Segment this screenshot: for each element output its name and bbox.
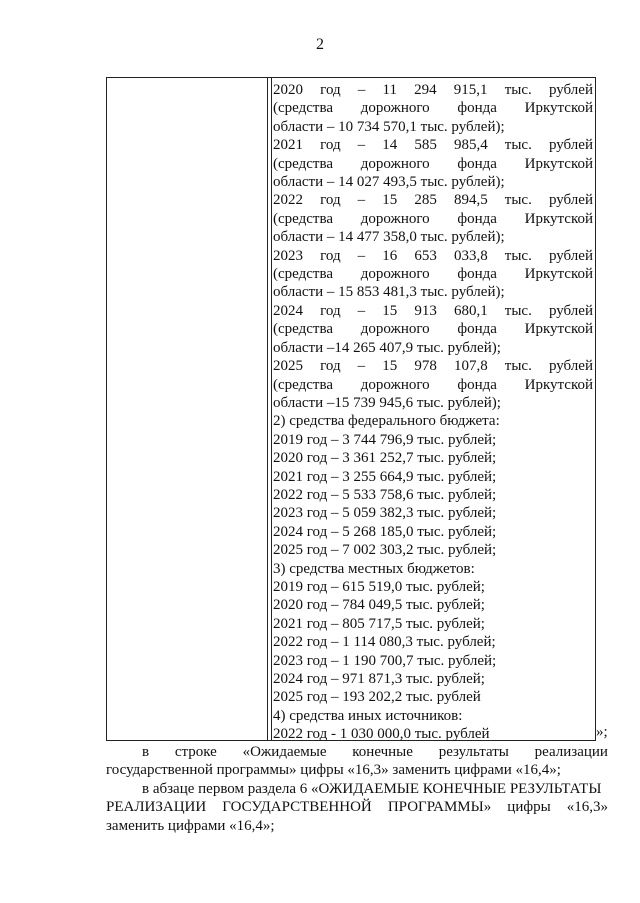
cell-word: рублей (548, 247, 593, 264)
cell-word: – (357, 82, 366, 98)
cell-line: области – 14 477 358,0 тыс. рублей); (273, 229, 505, 246)
cell-word: (средства (273, 266, 333, 283)
paragraph-word: «16,3» (566, 799, 608, 816)
paragraph-expected-results-row (106, 743, 608, 780)
cell-word: рублей (548, 302, 593, 319)
cell-line (273, 376, 593, 394)
cell-line: области – 10 734 570,1 тыс. рублей); (273, 118, 505, 135)
cell-word: фонда (457, 321, 497, 338)
cell-word: тыс. (504, 137, 532, 154)
cell-word: Иркутской (524, 210, 593, 227)
column-divider-inner (271, 78, 272, 740)
cell-line (273, 302, 593, 320)
cell-line: 2024 год – 971 871,3 тыс. рублей; (273, 671, 485, 687)
cell-word: фонда (457, 376, 497, 393)
cell-word: 585 (414, 137, 437, 154)
cell-word: Иркутской (524, 100, 593, 117)
cell-word: 033,8 (453, 247, 488, 264)
cell-word: 894,5 (453, 192, 488, 209)
cell-line: 3) средства местных бюджетов: (273, 560, 475, 577)
cell-line: 2) средства федерального бюджета: (273, 413, 500, 430)
cell-word: 913 (414, 302, 437, 319)
cell-word: 2025 (273, 358, 303, 375)
cell-line: 4) средства иных источников: (273, 707, 463, 724)
cell-line: области –14 265 407,9 тыс. рублей); (273, 339, 501, 356)
cell-line: 2022 год - 1 030 000,0 тыс. рублей (273, 726, 490, 743)
cell-word: 11 (382, 82, 397, 98)
cell-word: 985,4 (453, 137, 488, 154)
paragraph-line (106, 743, 608, 761)
cell-line: 2019 год – 3 744 796,9 тыс. рублей; (273, 431, 497, 448)
paragraph-word: строке (174, 744, 217, 760)
cell-word: 978 (414, 358, 437, 375)
cell-word: тыс. (504, 247, 532, 264)
cell-line (273, 247, 593, 265)
cell-line: 2022 год – 1 114 080,3 тыс. рублей; (273, 634, 496, 651)
cell-word: (средства (273, 376, 333, 393)
cell-line: 2020 год – 784 049,5 тыс. рублей; (273, 597, 485, 614)
cell-line: 2022 год – 5 533 758,6 тыс. рублей; (273, 486, 497, 503)
paragraph-word: в (142, 744, 150, 760)
cell-line: 2023 год – 5 059 382,3 тыс. рублей; (273, 505, 497, 522)
cell-word: 2022 (273, 192, 303, 209)
cell-word: дорожного (360, 155, 430, 172)
cell-word: – (357, 302, 366, 319)
cell-word: (средства (273, 155, 333, 172)
funding-table (106, 77, 596, 741)
cell-word: 15 (382, 302, 398, 319)
cell-word: год (320, 247, 341, 264)
cell-word: фонда (457, 266, 497, 283)
paragraph-line: заменить цифрами «16,4»; (106, 817, 275, 834)
cell-word: Иркутской (524, 155, 593, 172)
cell-line: области – 15 853 481,3 тыс. рублей); (273, 284, 505, 301)
cell-line: 2025 год – 7 002 303,2 тыс. рублей; (273, 542, 497, 559)
cell-word: тыс. (504, 358, 532, 375)
cell-word: дорожного (360, 376, 430, 393)
cell-word: 653 (414, 247, 437, 264)
cell-word: дорожного (360, 266, 430, 283)
cell-line: 2021 год – 805 717,5 тыс. рублей; (273, 615, 485, 632)
cell-word: год (320, 137, 341, 154)
paragraph-line: государственной программы» цифры «16,3» заменить цифрами «16,4»; (106, 762, 561, 779)
cell-line: области – 14 027 493,5 тыс. рублей); (273, 174, 505, 191)
cell-word: год (320, 192, 341, 209)
cell-word: Иркутской (524, 321, 593, 338)
cell-word: 15 (382, 358, 398, 375)
cell-word: фонда (457, 100, 497, 117)
cell-line: 2023 год – 1 190 700,7 тыс. рублей; (273, 652, 497, 669)
column-divider (267, 78, 268, 740)
cell-line: 2025 год – 193 202,2 тыс. рублей (273, 689, 481, 706)
paragraph-word: ПРОГРАММЫ» (387, 799, 492, 816)
cell-word: год (320, 358, 341, 375)
cell-line: 2021 год – 3 255 664,9 тыс. рублей; (273, 468, 497, 485)
cell-line (273, 155, 593, 173)
cell-line (273, 210, 593, 228)
cell-word: тыс. (504, 192, 532, 209)
cell-word: 680,1 (453, 302, 488, 319)
cell-word: тыс. (504, 302, 532, 319)
cell-word: 2023 (273, 247, 303, 264)
paragraph-word: результаты (438, 744, 509, 760)
closing-quote: »; (596, 724, 608, 740)
cell-line: области –15 739 945,6 тыс. рублей); (273, 394, 501, 411)
cell-line (273, 191, 593, 209)
paragraph-word: ГОСУДАРСТВЕННОЙ (222, 799, 372, 816)
cell-line (273, 320, 593, 338)
cell-word: дорожного (360, 100, 430, 117)
cell-word: 16 (382, 247, 398, 264)
cell-word: дорожного (360, 210, 430, 227)
paragraph-word: РЕАЛИЗАЦИИ (106, 799, 207, 816)
cell-word: Иркутской (524, 376, 593, 393)
cell-word: Иркутской (524, 266, 593, 283)
cell-word: дорожного (360, 321, 430, 338)
cell-word: фонда (457, 210, 497, 227)
cell-line: 2024 год – 5 268 185,0 тыс. рублей; (273, 523, 497, 540)
cell-word: (средства (273, 321, 333, 338)
paragraph-line (106, 798, 608, 816)
cell-word: год (320, 302, 341, 319)
paragraph-word: конечные (352, 744, 413, 760)
cell-word: 2024 (273, 302, 303, 319)
cell-word: 2021 (273, 137, 303, 154)
page-number: 2 (316, 36, 324, 53)
cell-word: 2020 (273, 82, 303, 98)
cell-line (273, 357, 593, 375)
cell-word: – (357, 358, 366, 375)
cell-word: 15 (382, 192, 398, 209)
cell-word: рублей (548, 137, 593, 154)
paragraph-line: в абзаце первом раздела 6 «ОЖИДАЕМЫЕ КОНЕЧНЫЕ РЕЗУЛЬТАТЫ (142, 781, 602, 797)
cell-word: – (357, 247, 366, 264)
cell-word: (средства (273, 100, 333, 117)
cell-word: 107,8 (453, 358, 488, 375)
funding-cell-text (273, 81, 593, 744)
paragraph-section6 (106, 780, 608, 835)
cell-word: 294 (414, 82, 437, 98)
cell-word: тыс. (504, 82, 532, 98)
cell-word: рублей (548, 358, 593, 375)
cell-line (273, 81, 593, 99)
cell-word: – (357, 137, 366, 154)
cell-word: фонда (457, 155, 497, 172)
paragraph-word: цифры (507, 799, 551, 816)
cell-line (273, 136, 593, 154)
cell-word: рублей (548, 82, 593, 98)
cell-word: 14 (382, 137, 398, 154)
cell-word: (средства (273, 210, 333, 227)
cell-word: – (357, 192, 366, 209)
cell-word: рублей (548, 192, 593, 209)
cell-line: 2019 год – 615 519,0 тыс. рублей; (273, 578, 485, 595)
cell-word: 915,1 (453, 82, 488, 98)
cell-word: 285 (414, 192, 437, 209)
cell-line (273, 265, 593, 283)
cell-word: год (320, 82, 341, 98)
paragraph-word: реализации (534, 744, 608, 760)
paragraph-word: «Ожидаемые (242, 744, 327, 760)
cell-line: 2020 год – 3 361 252,7 тыс. рублей; (273, 450, 497, 467)
cell-line (273, 99, 593, 117)
